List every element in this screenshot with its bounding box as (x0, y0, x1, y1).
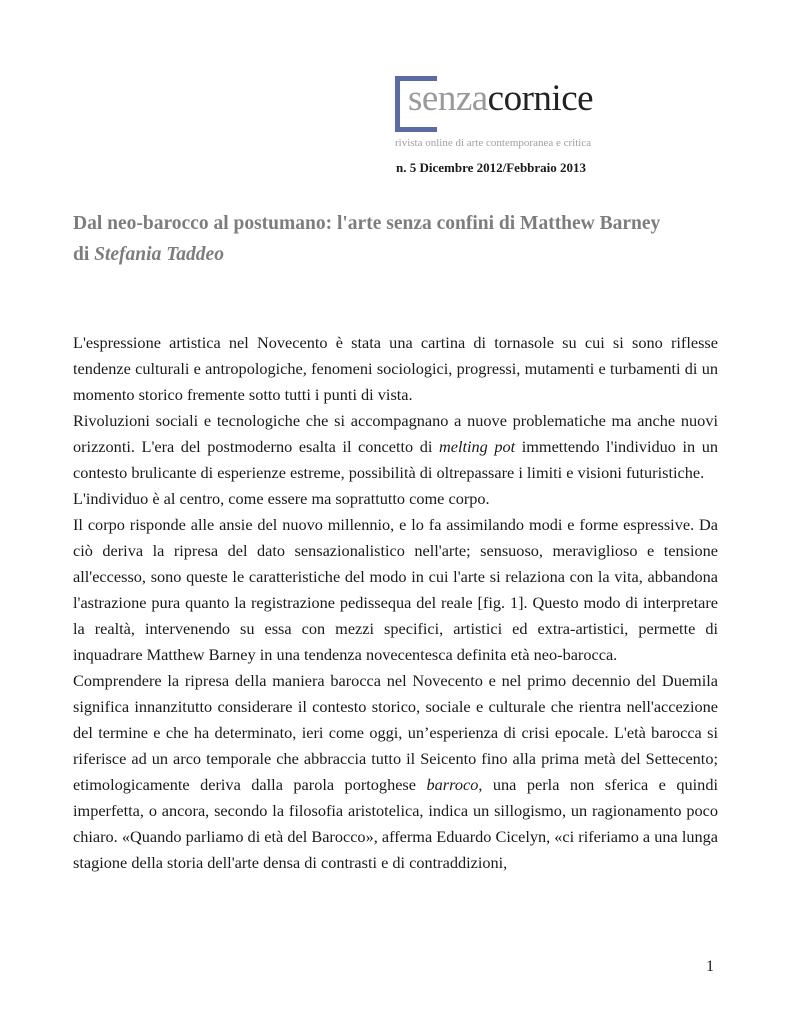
paragraph (73, 408, 718, 486)
byline-prefix: di (73, 244, 95, 265)
paragraph (73, 330, 718, 408)
paragraph-text: Il corpo risponde alle ansie del nuovo millennio, e lo fa assimilando modi e forme espressive. Da ciò deriva la ripresa del dato sensazionalistico nell'arte; sensuoso, meraviglioso e tensione all'eccesso, sono queste le caratteristiche del modo in cui l'arte si relaziona con la vita, abbandona l'astrazione pura quanto la registrazione pedissequa del reale [fig. 1]. Questo modo di interpretare la realtà, intervenendo su essa con mezzi specifici, artistici ed extra-artistici, permette di inquadrare Matthew Barney in una tendenza novecentesca definita età neo-barocca. (73, 515, 718, 664)
article-title: Dal neo-barocco al postumano: l'arte senza confini di Matthew Barney (73, 213, 661, 234)
paragraph (73, 512, 718, 668)
article-body (73, 330, 718, 876)
paragraph (73, 668, 718, 876)
logo-word-cornice: cornice (487, 78, 594, 119)
paragraph-text: , una perla non sferica e quindi imperfetta, o ancora, secondo la filosofia aristotelica, indica un sillogismo, un ragionamento poco chiaro. «Quando parliamo di età del Barocco», afferma Eduardo Cicelyn, «ci riferiamo a una lunga stagione della storia dell'arte densa di contrasti e di contraddizioni, (73, 775, 718, 872)
paragraph-text: L'individuo è al centro, come essere ma soprattutto come corpo. (73, 489, 490, 508)
article-byline (73, 239, 718, 270)
page-number: 1 (706, 958, 714, 975)
article-title-block (73, 208, 718, 270)
logo-word-senza: senza (408, 78, 488, 119)
paragraph (73, 486, 718, 512)
paragraph-text: Comprendere la ripresa della maniera barocca nel Novecento e nel primo decennio del Duemila significa innanzitutto considerare il contesto storico, sociale e culturale che rientra nell'accezione del termine e che ha determinato, ieri come oggi, un’esperienza di crisi epocale. L'età barocca si riferisce ad un arco temporale che abbraccia tutto il Seicento fino alla prima metà del Settecento; etimologicamente deriva dalla parola portoghese (73, 671, 718, 794)
issue-line: n. 5 Dicembre 2012/Febbraio 2013 (396, 160, 587, 175)
logo-wordmark (408, 80, 593, 117)
byline-author: Stefania Taddeo (94, 244, 224, 265)
logo-tagline: rivista online di arte contemporanea e critica (395, 137, 592, 149)
paragraph-text: L'espressione artistica nel Novecento è stata una cartina di tornasole su cui si sono riflesse tendenze culturali e antropologiche, fenomeni sociologici, progressi, mutamenti e turbamenti di un momento storico fremente sotto tutti i punti di vista. (73, 333, 718, 404)
paragraph-italic: melting pot (438, 437, 516, 456)
paragraph-italic: barroco (426, 775, 479, 794)
masthead-logo (395, 76, 655, 156)
paragraph-text: Rivoluzioni sociali e tecnologiche che si accompagnano a nuove problematiche ma anche nuovi orizzonti. L'era del postmoderno esalta il concetto di (73, 411, 718, 456)
paragraph-text: immettendo l'individuo in un contesto brulicante di esperienze estreme, possibilità di oltrepassare i limiti e visioni futuristiche. (73, 437, 718, 482)
